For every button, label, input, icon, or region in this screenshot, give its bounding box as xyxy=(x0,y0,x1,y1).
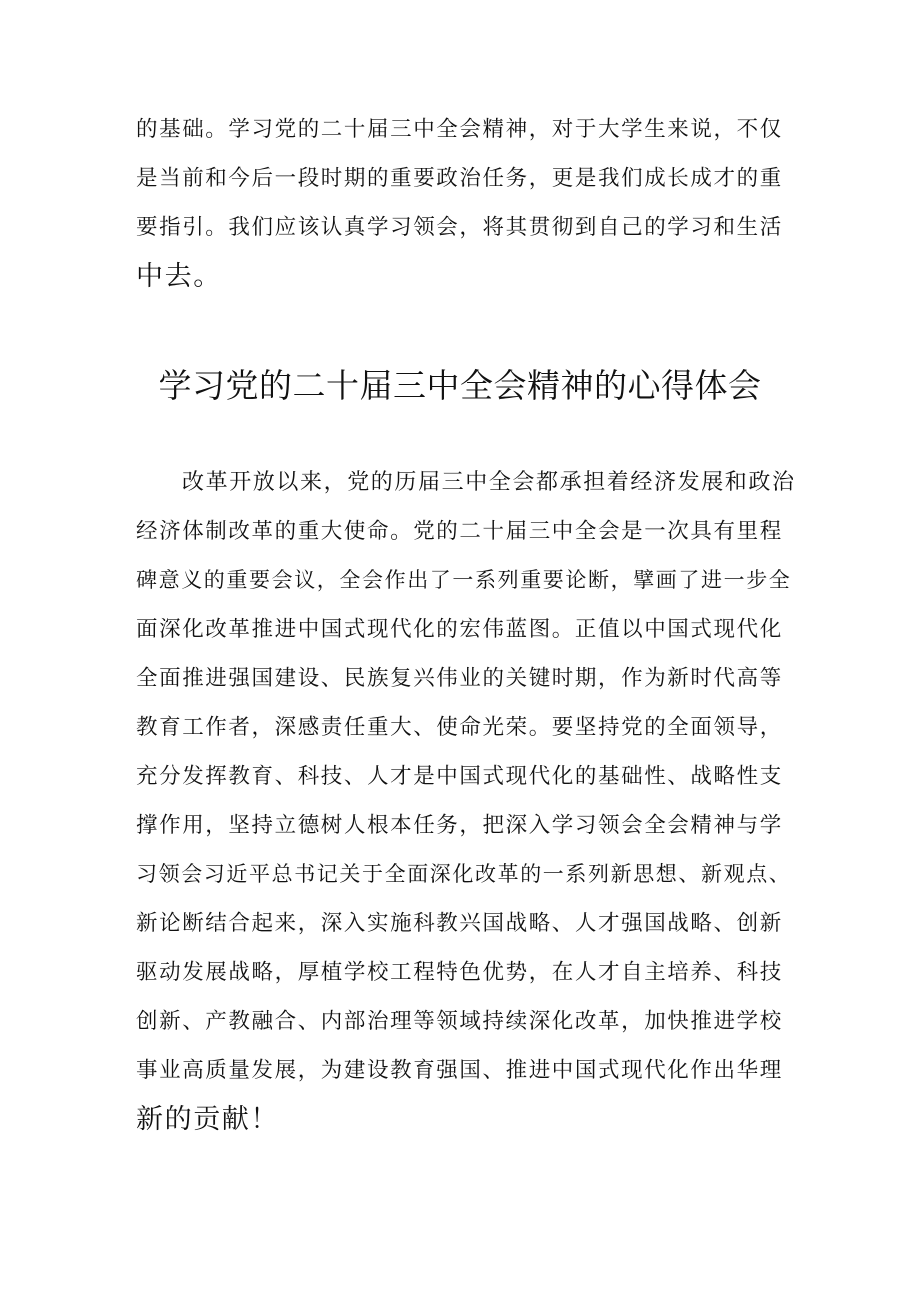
text-line: 撑作用，坚持立德树人根本任务，把深入学习领会全会精神与学 xyxy=(136,813,783,838)
text-line: 教育工作者，深感责任重大、使命光荣。要坚持党的全面领导， xyxy=(136,715,783,740)
text-line: 创新、产教融合、内部治理等领域持续深化改革，加快推进学校 xyxy=(136,1009,783,1034)
text-line: 新的贡献！ xyxy=(136,1104,279,1135)
text-line: 经济体制改革的重大使命。党的二十届三中全会是一次具有里程 xyxy=(136,519,783,544)
text-line: 全面推进强国建设、民族复兴伟业的关键时期，作为新时代高等 xyxy=(136,666,783,691)
text-line: 驱动发展战略，厚植学校工程特色优势，在人才自主培养、科技 xyxy=(136,960,783,985)
document-title: 学习党的二十届三中全会精神的心得体会 xyxy=(158,366,762,405)
text-line: 新论断结合起来，深入实施科教兴国战略、人才强国战略、创新 xyxy=(136,911,783,936)
text-line: 中去。 xyxy=(136,261,222,292)
text-line: 是当前和今后一段时期的重要政治任务，更是我们成长成才的重 xyxy=(136,166,783,191)
body-paragraph xyxy=(136,458,796,1144)
text-line: 碑意义的重要会议，全会作出了一系列重要论断，擘画了进一步全 xyxy=(136,568,792,592)
text-line: 的基础。学习党的二十届三中全会精神，对于大学生来说，不仅 xyxy=(136,117,783,142)
text-line: 充分发挥教育、科技、人才是中国式现代化的基础性、战略性支 xyxy=(136,764,783,789)
text-line: 改革开放以来，党的历届三中全会都承担着经济发展和政治 xyxy=(182,470,796,495)
text-line: 面深化改革推进中国式现代化的宏伟蓝图。正值以中国式现代化 xyxy=(136,617,783,642)
intro-paragraph xyxy=(136,105,796,301)
text-line: 事业高质量发展，为建设教育强国、推进中国式现代化作出华理 xyxy=(136,1058,783,1083)
text-line: 要指引。我们应该认真学习领会，将其贯彻到自己的学习和生活 xyxy=(136,215,783,240)
text-line: 习领会习近平总书记关于全面深化改革的一系列新思想、新观点、 xyxy=(136,862,792,886)
